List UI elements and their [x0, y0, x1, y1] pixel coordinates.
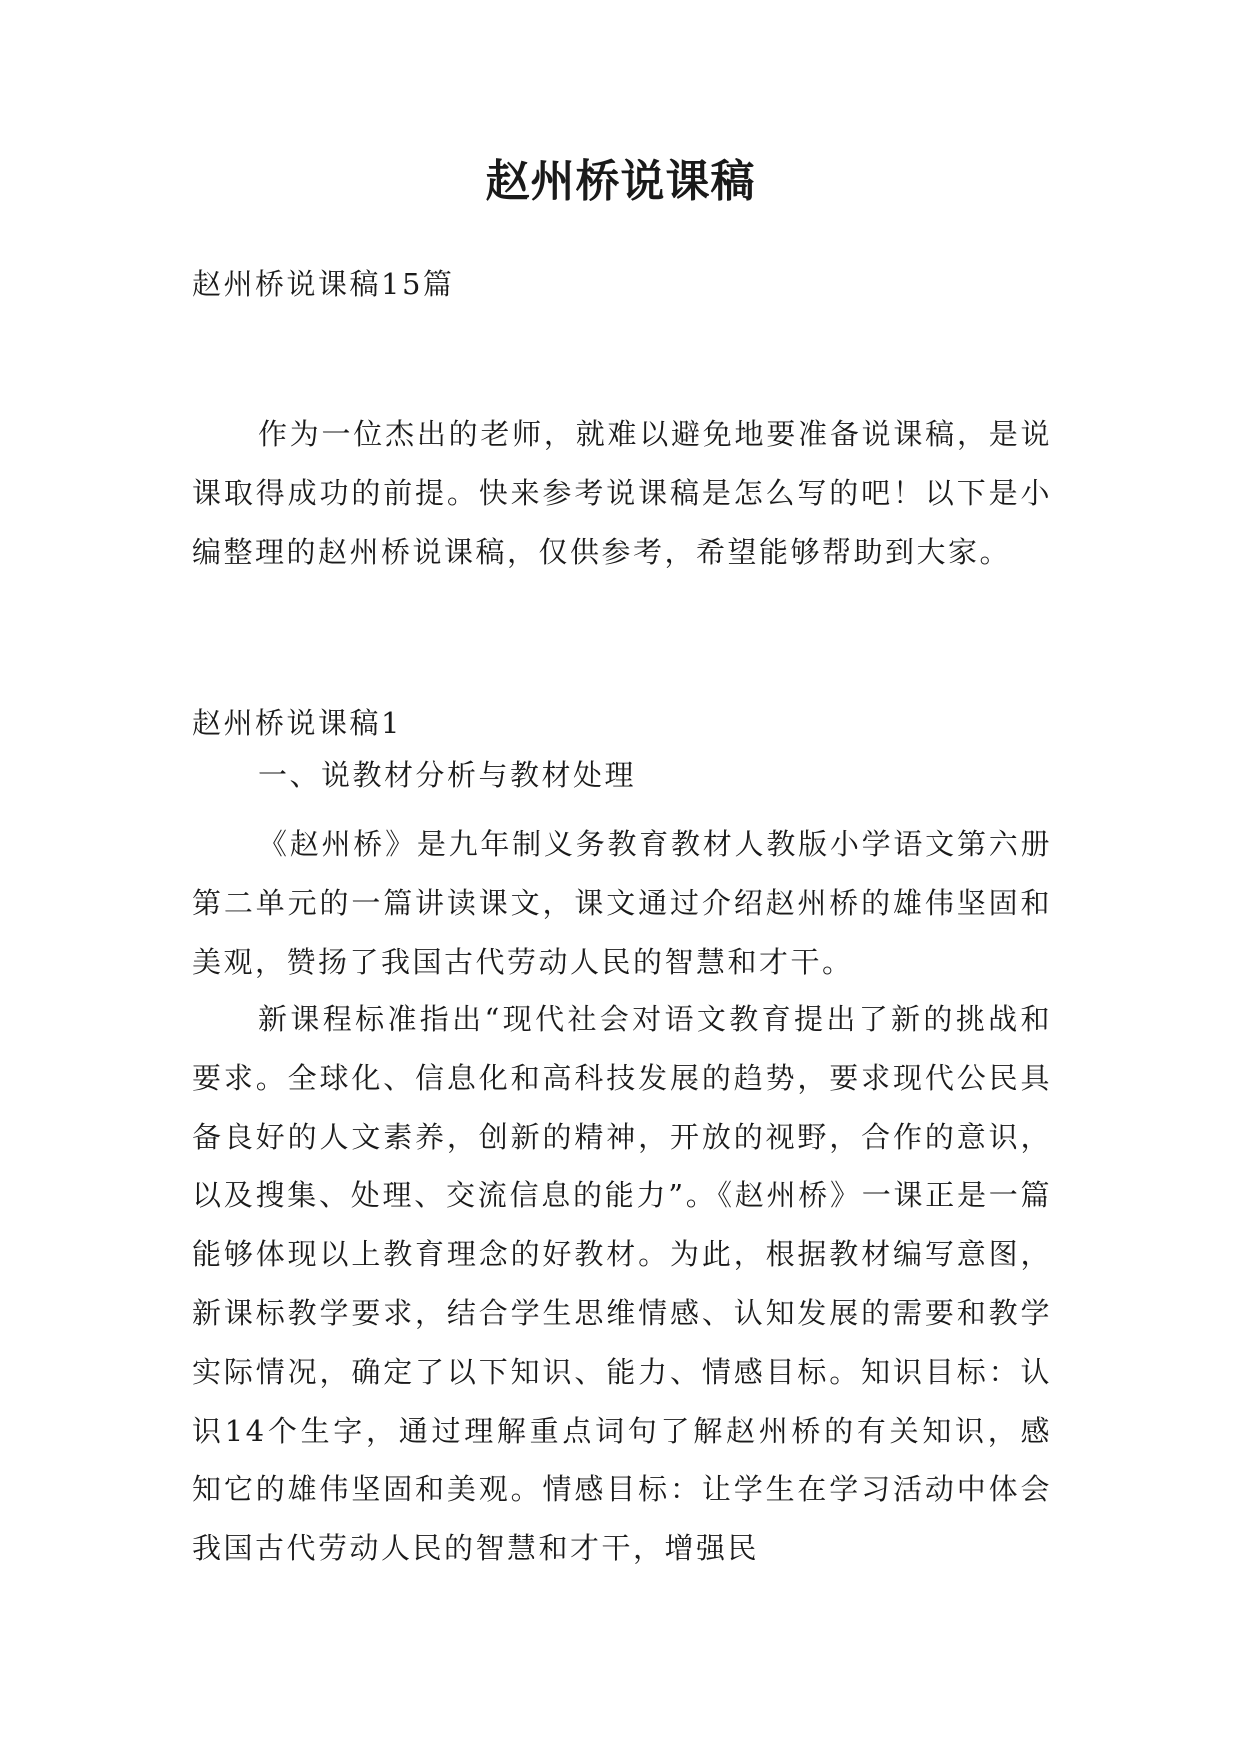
- body-paragraph-1: 《赵州桥》是九年制义务教育教材人教版小学语文第六册第二单元的一篇讲读课文，课文通过介绍赵州桥的雄伟坚固和美观，赞扬了我国古代劳动人民的智慧和才干。: [192, 827, 1052, 979]
- body-paragraph-2: 新课程标准指出“现代社会对语文教育提出了新的挑战和要求。全球化、信息化和高科技发展的趋势，要求现代公民具备良好的人文素养，创新的精神，开放的视野，合作的意识，以及搜集、处理、交流信息的能力”。《赵州桥》一课正是一篇能够体现以上教育理念的好教材。为此，根据教材编写意图，新课标教学要求，结合学生思维情感、认知发展的需要和教学实际情况，确定了以下知识、能力、情感目标。知识目标：认识14个生字，通过理解重点词句了解赵州桥的有关知识，感知它的雄伟坚固和美观。情感目标：让学生在学习活动中体会我国古代劳动人民的智慧和才干，增强民: [192, 1002, 1052, 1566]
- section-heading: 一、说教材分析与教材处理: [258, 758, 637, 792]
- section-title: 赵州桥说课稿1: [192, 706, 402, 740]
- document-title: 赵州桥说课稿: [485, 156, 756, 207]
- document-subtitle: 赵州桥说课稿15篇: [192, 267, 455, 301]
- intro-paragraph: 作为一位杰出的老师，就难以避免地要准备说课稿，是说课取得成功的前提。快来参考说课稿是怎么写的吧！以下是小编整理的赵州桥说课稿，仅供参考，希望能够帮助到大家。: [192, 417, 1052, 569]
